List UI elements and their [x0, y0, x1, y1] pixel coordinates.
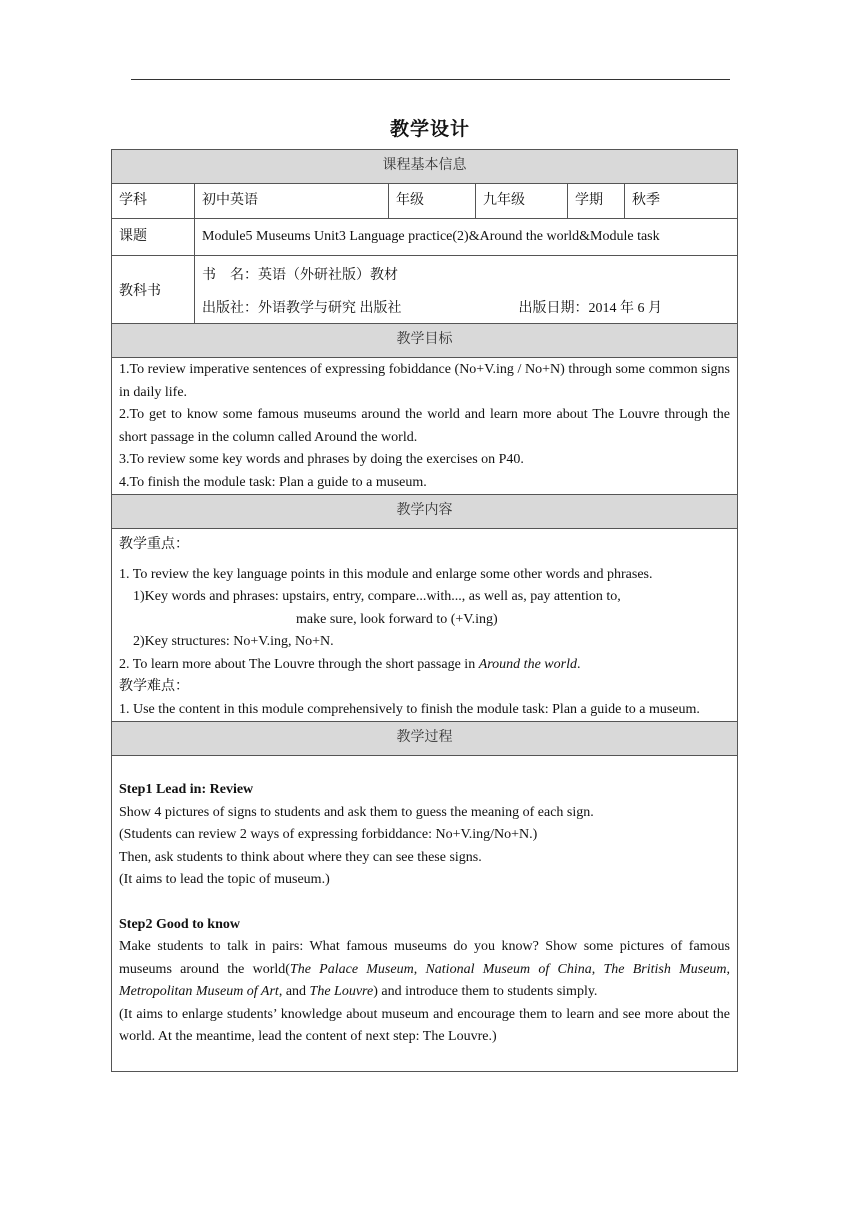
step1-line: Show 4 pictures of signs to students and ask them to guess the meaning of each sign. — [119, 804, 594, 820]
step2-text-end: ) and introduce them to students simply. — [373, 984, 598, 1000]
step2-paragraph-2: (It aims to enlarge students’ knowledge about museum and encourage them to learn and see more about the world. At the meantime, lead the content of next step: The Louvre.) — [119, 1006, 730, 1045]
content-header-row — [112, 495, 738, 529]
step1-title: Step1 Lead in: Review — [119, 782, 254, 798]
difficult-points-label: 教学难点： — [119, 679, 189, 694]
lesson-plan-table — [111, 149, 738, 1072]
textbook-label: 教科书 — [112, 256, 195, 324]
subject-label: 学科 — [112, 184, 195, 219]
publisher-line — [202, 298, 730, 321]
separator: , — [413, 961, 426, 977]
museum-name: The British Museum — [603, 961, 727, 977]
header-rule — [131, 79, 730, 80]
topic-value: Module5 Museums Unit3 Language practice(2)&Around the world&Module task — [195, 219, 738, 256]
document-title: 教学设计 — [389, 119, 470, 140]
textbook-row — [112, 256, 738, 324]
key-point-1b: 2)Key structures: No+V.ing, No+N. — [133, 634, 334, 649]
topic-row — [112, 219, 738, 256]
objectives-header: 教学目标 — [112, 324, 738, 358]
key-points-label: 教学重点： — [119, 537, 189, 552]
key-point-1: 1. To review the key language points in this module and enlarge some other words and phrases. — [119, 566, 653, 582]
step1-line: (It aims to lead the topic of museum.) — [119, 872, 330, 888]
process-header-row — [112, 722, 738, 756]
key-point-1a: 1)Key words and phrases: upstairs, entry, compare...with..., as well as, pay attention to, — [133, 589, 621, 604]
basic-info-header-row — [112, 150, 738, 184]
separator: , — [726, 961, 731, 977]
publisher: 出版社：外语教学与研究 出版社 — [202, 301, 402, 316]
objective-item: 2.To get to know some famous museums around the world and learn more about The Louvre through the short passage in the column called Around the world. — [119, 407, 730, 445]
museum-name: The Louvre — [309, 984, 374, 1000]
content-header: 教学内容 — [112, 495, 738, 529]
process-header: 教学过程 — [112, 722, 738, 756]
museum-name: Metropolitan Museum of Art — [119, 984, 279, 1000]
key-point-2-text: 2. To learn more about The Louvre through the short passage in — [119, 656, 479, 672]
step1-line: Then, ask students to think about where they can see these signs. — [119, 849, 482, 865]
process-body — [112, 756, 738, 1072]
step2-paragraph-1 — [119, 936, 730, 1004]
publication-date: 出版日期：2014 年 6 月 — [518, 301, 662, 316]
objective-item: 3.To review some key words and phrases by doing the exercises on P40. — [119, 452, 524, 467]
subject-value: 初中英语 — [195, 184, 389, 219]
museum-name: The Palace Museum — [289, 961, 414, 977]
term-value: 秋季 — [625, 184, 738, 219]
topic-label: 课题 — [112, 219, 195, 256]
objective-item: 4.To finish the module task: Plan a guide to a museum. — [119, 474, 427, 490]
grade-value: 九年级 — [476, 184, 568, 219]
objectives-row — [112, 358, 738, 495]
content-body — [112, 529, 738, 722]
museum-name: National Museum of China — [425, 961, 592, 977]
basic-info-header: 课程基本信息 — [112, 150, 738, 184]
key-point-1a-continued: make sure, look forward to (+V.ing) — [296, 611, 498, 627]
grade-label: 年级 — [389, 184, 476, 219]
content-row — [112, 529, 738, 722]
textbook-info — [195, 256, 738, 324]
step2-title: Step2 Good to know — [119, 916, 240, 932]
key-point-2 — [119, 654, 730, 677]
objective-item: 1.To review imperative sentences of expressing fobiddance (No+V.ing / No+N) through some common signs in daily life. — [119, 362, 730, 400]
term-label: 学期 — [568, 184, 625, 219]
subject-row — [112, 184, 738, 219]
step2-text: Make students to talk in pairs: What famous museums do you know? Show some pictures of famous museums around the world( — [119, 939, 730, 977]
key-point-2-title: Around the world — [478, 656, 577, 672]
process-row — [112, 756, 738, 1072]
objectives-header-row — [112, 324, 738, 358]
difficult-point-1: 1. Use the content in this module comprehensively to finish the module task: Plan a guide to a museum. — [119, 701, 700, 717]
separator: , and — [278, 984, 310, 1000]
key-point-2-end: . — [576, 656, 581, 672]
objectives-content — [112, 358, 738, 495]
step1-line: (Students can review 2 ways of expressing forbiddance: No+V.ing/No+N.) — [119, 827, 538, 843]
separator: , — [591, 961, 604, 977]
book-name: 书 名：英语（外研社版）教材 — [202, 267, 398, 283]
